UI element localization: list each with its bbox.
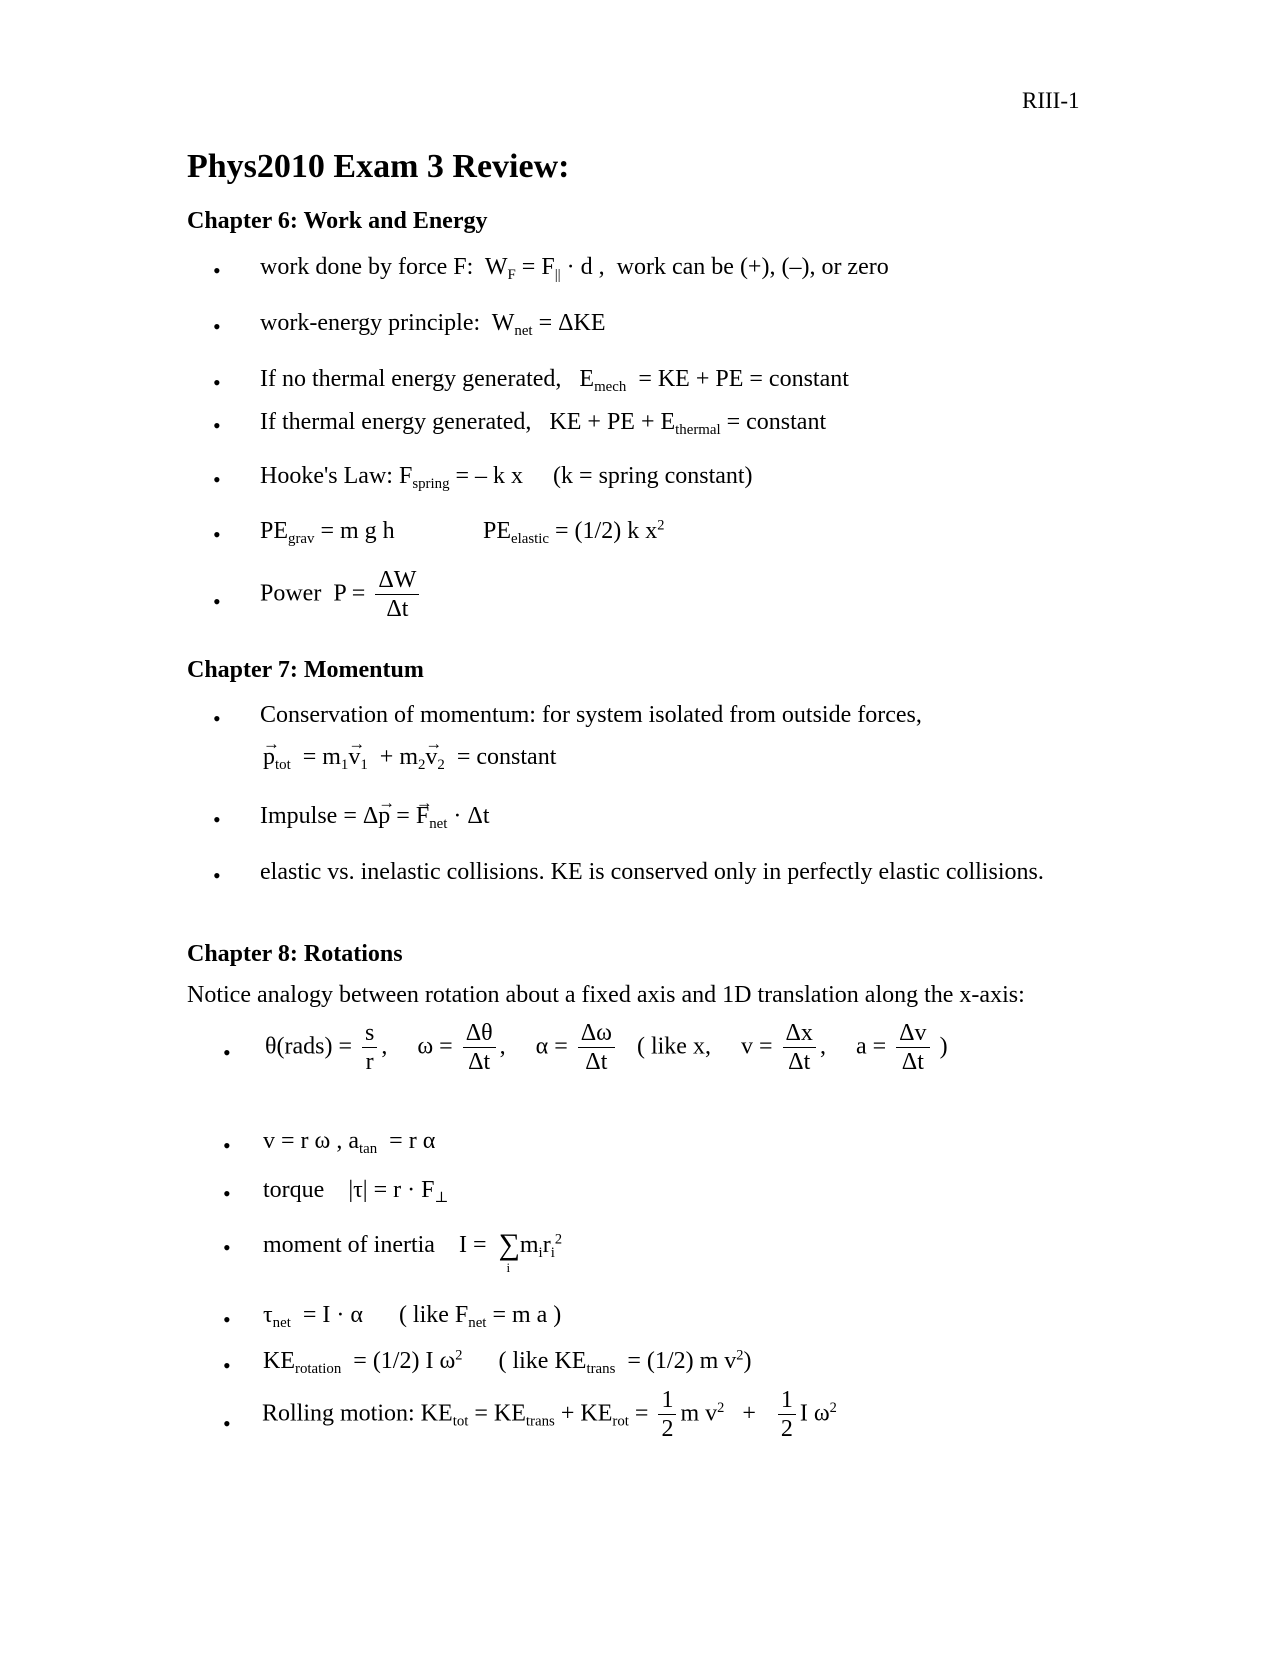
ch6-pe-grav: $PE_{grav} = m$ g h — [260, 518, 395, 548]
work-energy-formula: $W_{net} = \Delta KE$ — [491, 310, 606, 340]
bullet-icon: • — [213, 863, 221, 888]
ch8-velocity-line: v = r ω , $a_{tan} = r$ α — [263, 1128, 436, 1158]
ch8-inertia-line: moment of inertia I = ∑ i $m_ir_i^2$ — [263, 1228, 563, 1275]
ch8-torque-line: torque $|\tau| = r \cdot F_\perp$ — [263, 1177, 449, 1207]
ch6-thermal-line: If thermal energy generated, KE + PE + $E_{thermal}$ = constant — [260, 409, 827, 439]
bullet-icon: • — [213, 522, 221, 547]
ch6-work-energy-line: work-energy principle: $W_{net} = \Delta KE$ — [260, 310, 606, 340]
ch8-ke-rotation-line: $KE_{rotation} = (1/2)$ I $\omega^2$ ( like $KE_{trans} = (1/2)$ m $v^2$) — [263, 1347, 752, 1378]
work-sign-note: work can be (+), (–), or zero — [616, 254, 889, 280]
chapter-8-heading: Chapter 8: Rotations — [187, 941, 403, 967]
bullet-icon: • — [213, 314, 221, 339]
ch8-rolling-line: Rolling motion: $KE_{tot} = KE_{trans} + KE_{rot}$ = $\frac{1}{2}$ m $v^2$ + $\frac{1}{2}$ I $\omega^2$ — [262, 1387, 837, 1443]
bullet-icon: • — [223, 1040, 231, 1065]
work-text: work done by force F: — [260, 254, 474, 280]
bullet-icon: • — [213, 370, 221, 395]
ch7-momentum-formula: → $p_{tot} = m_1\to v_1 + m_2\to v_2$ = constant — [263, 744, 556, 771]
ch6-mech-energy-line: If no thermal energy generated, $E_{mech}$ = KE + PE = constant — [260, 366, 849, 396]
ch8-analogy-line: θ(rads) = $\frac{s}{r}$ , ω = $\frac{\Delta\theta}{\Delta t}$ , α = $\frac{\Delta\omega}{\Delta t}$ ( like x, v = $\frac{\Delta x}{\Delta t}$ , a = $\frac{\Delta v}{\Delta t}$ ) — [265, 1020, 948, 1076]
bullet-icon: • — [213, 413, 221, 438]
ch7-impulse-line: Impulse = Δ→ p = → $F_{net} \cdot \Delta t$ — [260, 803, 489, 830]
bullet-icon: • — [213, 258, 221, 283]
bullet-icon: • — [213, 467, 221, 492]
ch6-hooke-line: Hooke's Law: $F_{spring}$ = – k x (k = spring constant) — [260, 463, 753, 493]
bullet-icon: • — [213, 706, 221, 731]
ch8-net-torque-line: $\tau_{net} = I \cdot \alpha$ ( like $F_{net} = m$ a ) — [263, 1302, 562, 1332]
chapter-7-heading: Chapter 7: Momentum — [187, 657, 424, 683]
bullet-icon: • — [223, 1235, 231, 1260]
ch7-conservation-line: Conservation of momentum: for system isolated from outside forces, — [260, 702, 922, 728]
power-fraction: $\frac{\Delta W}{\Delta t}$ — [375, 567, 419, 623]
page-title: Phys2010 Exam 3 Review: — [187, 148, 570, 185]
work-formula: $W_F = F_{||} \cdot d$ , — [484, 254, 605, 284]
spring-constant-note: (k = spring constant) — [553, 463, 753, 489]
bullet-icon: • — [213, 589, 221, 614]
ch6-work-line — [260, 254, 889, 284]
ch8-intro: Notice analogy between rotation about a fixed axis and 1D translation along the x-axis: — [187, 982, 1025, 1008]
bullet-icon: • — [223, 1353, 231, 1378]
bullet-icon: • — [223, 1307, 231, 1332]
bullet-icon: • — [223, 1181, 231, 1206]
bullet-icon: • — [223, 1411, 231, 1436]
page-number: RIII-1 — [1022, 88, 1080, 113]
bullet-icon: • — [213, 807, 221, 832]
ch7-collisions-line: elastic vs. inelastic collisions. KE is conserved only in perfectly elastic collisions. — [260, 859, 1044, 885]
ch6-pe-elastic: $PE_{elastic} = (1/2)$ k $x^2$ — [483, 517, 665, 548]
ch6-power-line: Power P = $\frac{\Delta W}{\Delta t}$ — [260, 567, 423, 623]
bullet-icon: • — [223, 1133, 231, 1158]
chapter-6-heading: Chapter 6: Work and Energy — [187, 208, 488, 234]
